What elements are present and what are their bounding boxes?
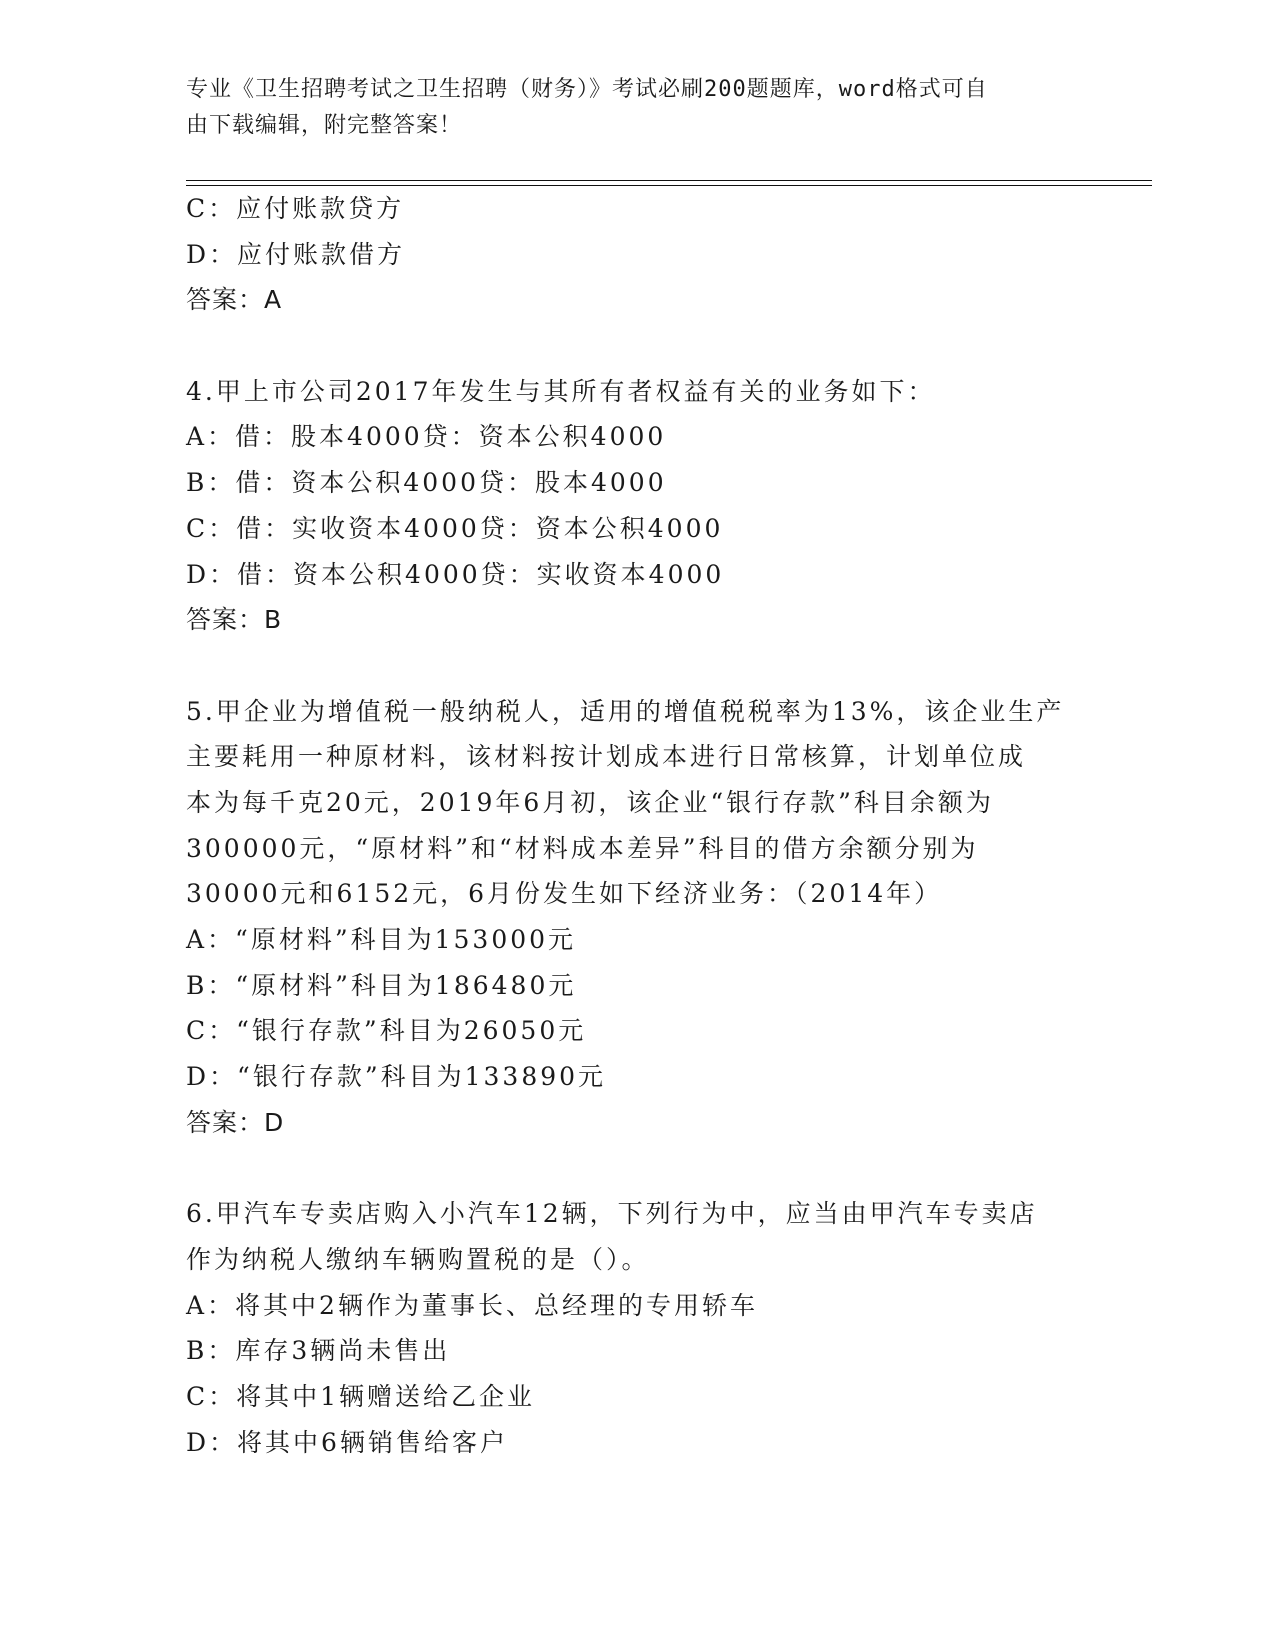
q6-stem-line-2: 作为纳税人缴纳车辆购置税的是（）。 — [186, 1244, 650, 1274]
q4-option-a: A：借：股本4000贷：资本公积4000 — [186, 422, 667, 452]
q5-stem-line-3: 本为每千克20元，2019年6月初，该企业“银行存款”科目余额为 — [186, 787, 994, 817]
q5-option-b: B：“原材料”科目为186480元 — [186, 970, 577, 1000]
q6-option-b: B：库存3辆尚未售出 — [186, 1336, 451, 1366]
q4-option-c: C：借：实收资本4000贷：资本公积4000 — [186, 513, 724, 543]
q5-stem-line-4: 300000元，“原材料”和“材料成本差异”科目的借方余额分别为 — [186, 833, 979, 863]
header-divider-top — [186, 180, 1152, 181]
q4-option-b: B：借：资本公积4000贷：股本4000 — [186, 468, 667, 498]
q6-stem-line-1: 6.甲汽车专卖店购入小汽车12辆，下列行为中，应当由甲汽车专卖店 — [186, 1199, 1038, 1229]
spacer — [186, 643, 1086, 689]
q5-option-c: C：“银行存款”科目为26050元 — [186, 1016, 587, 1046]
q3-answer: 答案：A — [186, 285, 283, 315]
q3-option-c: C：应付账款贷方 — [186, 194, 405, 223]
spacer — [186, 1145, 1086, 1191]
q6-option-c: C：将其中1辆赠送给乙企业 — [186, 1381, 536, 1411]
q3-option-d: D：应付账款借方 — [186, 239, 406, 269]
q5-answer: 答案：D — [186, 1107, 285, 1137]
document-header — [186, 72, 1066, 144]
header-line-2: 由下载编辑，附完整答案！ — [186, 113, 463, 138]
q4-option-d: D：借：资本公积4000贷：实收资本4000 — [186, 559, 725, 589]
q6-option-a: A：将其中2辆作为董事长、总经理的专用轿车 — [186, 1290, 758, 1320]
q5-stem-line-5: 30000元和6152元，6月份发生如下经济业务：（2014年） — [186, 879, 943, 909]
header-line-1: 专业《卫生招聘考试之卫生招聘（财务）》考试必刷200题题库，word格式可自 — [186, 77, 988, 102]
question-content — [186, 186, 1086, 1465]
q5-option-a: A：“原材料”科目为153000元 — [186, 925, 577, 954]
q5-stem-line-2: 主要耗用一种原材料，该材料按计划成本进行日常核算，计划单位成 — [186, 742, 1027, 772]
q4-stem: 4.甲上市公司2017年发生与其所有者权益有关的业务如下： — [186, 376, 936, 406]
q5-option-d: D：“银行存款”科目为133890元 — [186, 1062, 607, 1092]
spacer — [186, 323, 1086, 369]
q5-stem-line-1: 5.甲企业为增值税一般纳税人，适用的增值税税率为13%，该企业生产 — [186, 696, 1065, 726]
q4-answer: 答案：B — [186, 605, 283, 635]
q6-option-d: D：将其中6辆销售给客户 — [186, 1427, 508, 1457]
